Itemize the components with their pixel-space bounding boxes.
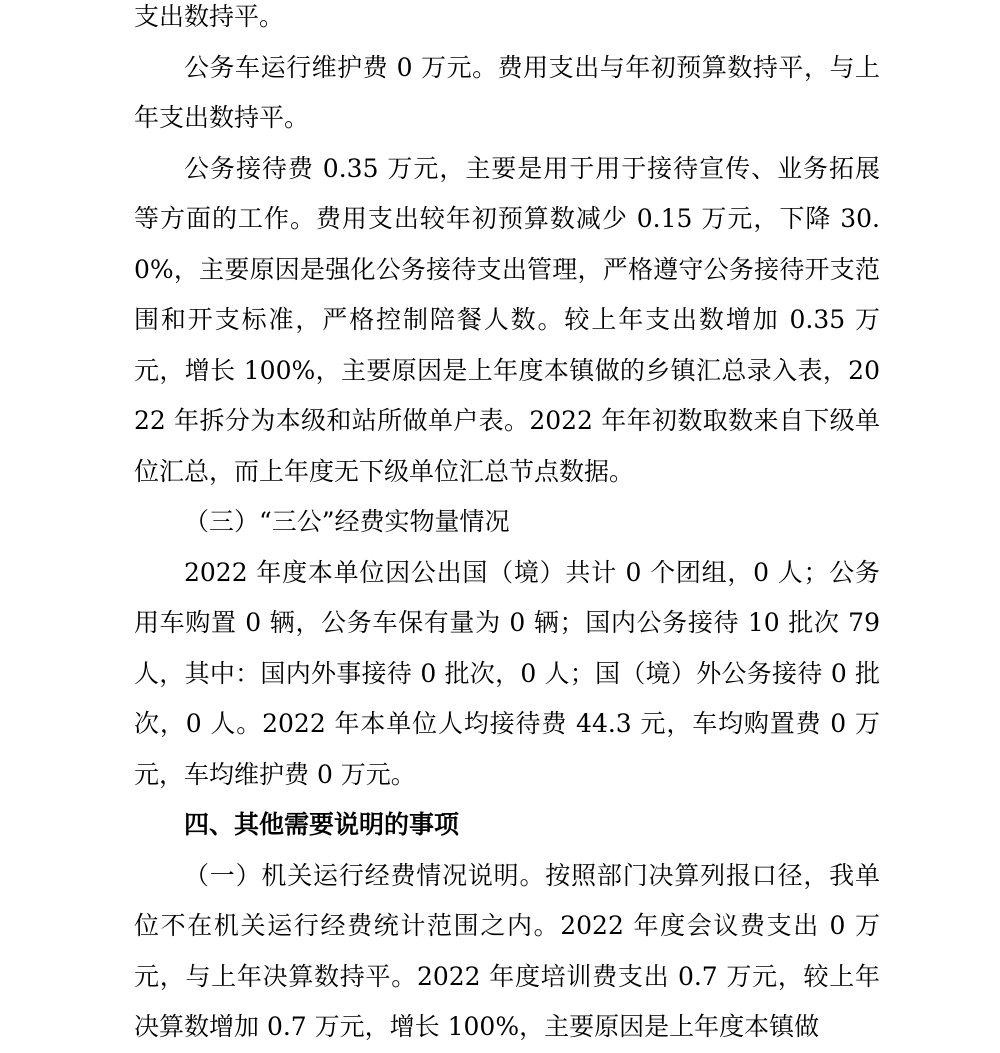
paragraph-vehicle-maintenance: 公务车运行维护费 0 万元。费用支出与年初预算数持平，与上年支出数持平。 xyxy=(134,52,880,132)
document-page xyxy=(134,0,880,1053)
paragraph-reception-fee: 公务接待费 0.35 万元，主要是用于用于接待宣传、业务拓展等方面的工作。费用支出较年初预算数减少 0.15 万元，下降 30.0%，主要原因是强化公务接待支出管理，严格遵守公务接待开支范围和开支标准，严格控制陪餐人数。较上年支出数增加 0.35 万元，增长 100%，主要原因是上年度本镇做的乡镇汇总录入表，2022 年拆分为本级和站所做单户表。2022 年年初数取数来自下级单位汇总，而上年度无下级单位汇总节点数据。 xyxy=(134,153,880,486)
subheading-physical-quantity: （三）“三公”经费实物量情况 xyxy=(184,507,510,536)
section-heading-other-matters: 四、其他需要说明的事项 xyxy=(184,810,460,839)
paragraph-physical-quantity: 2022 年度本单位因公出国（境）共计 0 个团组，0 人；公务用车购置 0 辆，公务车保有量为 0 辆；国内公务接待 10 批次 79 人，其中：国内外事接待 0 批次，0 人；国（境）外公务接待 0 批次，0 人。2022 年本单位人均接待费 44.3 元，车均购置费 0 万元，车均维护费 0 万元。 xyxy=(134,557,880,789)
paragraph-operating-expenses: （一）机关运行经费情况说明。按照部门决算列报口径，我单位不在机关运行经费统计范围之内。2022 年度会议费支出 0 万元，与上年决算数持平。2022 年度培训费支出 0.7 万元，较上年决算数增加 0.7 万元，增长 100%，主要原因是上年度本镇做 xyxy=(134,860,880,1041)
paragraph-continuation: 支出数持平。 xyxy=(134,2,285,31)
